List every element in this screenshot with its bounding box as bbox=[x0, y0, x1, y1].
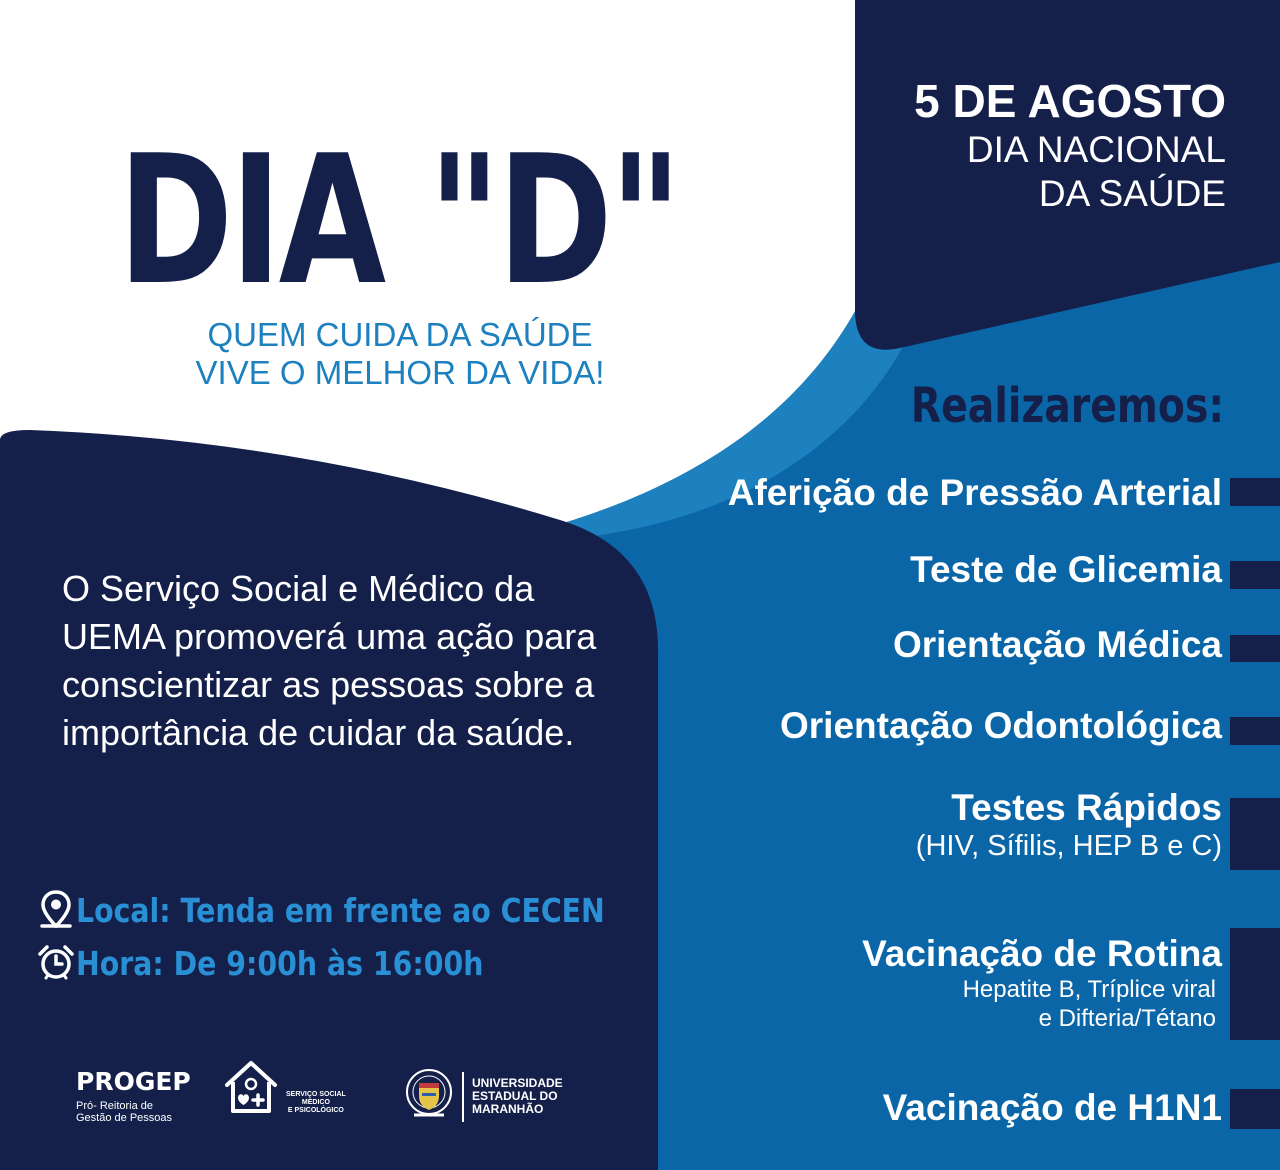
servico-line-2: MÉDICO bbox=[301, 1098, 330, 1106]
tagline bbox=[140, 316, 660, 392]
service-marker bbox=[1230, 561, 1280, 589]
service-title: Vacinação de H1N1 bbox=[882, 1087, 1222, 1128]
service-item bbox=[883, 1087, 1222, 1129]
service-title: Orientação Odontológica bbox=[780, 705, 1222, 746]
service-title: Teste de Glicemia bbox=[910, 549, 1222, 590]
servico-logo-text bbox=[286, 1091, 346, 1115]
progep-logo bbox=[76, 1068, 191, 1124]
occasion-line-2: DA SAÚDE bbox=[1038, 173, 1226, 214]
date-block bbox=[914, 74, 1226, 216]
uema-seal-icon bbox=[404, 1066, 454, 1127]
house-heart-icon bbox=[222, 1058, 280, 1121]
tagline-line-1: QUEM CUIDA DA SAÚDE bbox=[207, 316, 593, 353]
servico-line-3: E PSICOLÓGICO bbox=[287, 1106, 344, 1114]
uema-line-1: UNIVERSIDADE bbox=[472, 1076, 563, 1090]
alarm-clock-icon bbox=[36, 943, 76, 983]
progep-subtitle-line-1: Pró- Reitoria de bbox=[76, 1100, 154, 1112]
service-marker bbox=[1230, 717, 1280, 745]
service-item bbox=[780, 705, 1222, 747]
service-item bbox=[862, 933, 1222, 1033]
uema-divider bbox=[462, 1072, 464, 1122]
uema-line-2: ESTADUAL DO bbox=[472, 1089, 558, 1103]
service-title: Orientação Médica bbox=[892, 624, 1222, 665]
description: O Serviço Social e Médico da UEMA promoverá uma ação para conscientizar as pessoas sobre a importância de cuidar da saúde. bbox=[62, 568, 597, 753]
service-marker bbox=[1230, 478, 1280, 506]
service-marker bbox=[1230, 928, 1280, 1040]
time-row bbox=[36, 943, 550, 983]
service-detail: e Difteria/Tétano bbox=[1038, 1005, 1216, 1032]
uema-line-3: MARANHÃO bbox=[472, 1102, 544, 1116]
service-marker bbox=[1230, 798, 1280, 870]
service-item bbox=[893, 624, 1222, 666]
uema-name bbox=[472, 1077, 563, 1116]
progep-subtitle-line-2: Gestão de Pessoas bbox=[76, 1112, 173, 1124]
progep-subtitle bbox=[76, 1100, 191, 1124]
service-marker bbox=[1230, 1089, 1280, 1129]
location-pin-icon bbox=[36, 890, 76, 930]
tagline-line-2: VIVE O MELHOR DA VIDA! bbox=[195, 354, 605, 391]
service-detail: Hepatite B, Tríplice viral bbox=[962, 976, 1216, 1003]
service-item bbox=[910, 549, 1222, 591]
location-text: Local: Tenda em frente ao CECEN bbox=[76, 890, 605, 930]
progep-name: PROGEP bbox=[76, 1067, 191, 1096]
location-row bbox=[36, 890, 691, 930]
event-date: 5 DE AGOSTO bbox=[914, 75, 1226, 127]
uema-logo bbox=[404, 1066, 563, 1127]
service-marker bbox=[1230, 635, 1280, 662]
service-item bbox=[728, 472, 1222, 514]
service-item bbox=[916, 787, 1222, 863]
occasion-line-1: DIA NACIONAL bbox=[966, 129, 1226, 170]
service-title: Aferição de Pressão Arterial bbox=[727, 472, 1222, 513]
main-title: DIA "D" bbox=[118, 117, 679, 324]
service-title: Testes Rápidos bbox=[951, 787, 1222, 828]
service-detail: (HIV, Sífilis, HEP B e C) bbox=[915, 830, 1222, 862]
time-text: Hora: De 9:00h às 16:00h bbox=[76, 943, 484, 983]
service-title: Vacinação de Rotina bbox=[862, 933, 1222, 974]
servico-line-1: SERVIÇO SOCIAL bbox=[286, 1090, 346, 1098]
services-heading: Realizaremos: bbox=[910, 378, 1224, 434]
servico-social-logo bbox=[222, 1058, 346, 1121]
